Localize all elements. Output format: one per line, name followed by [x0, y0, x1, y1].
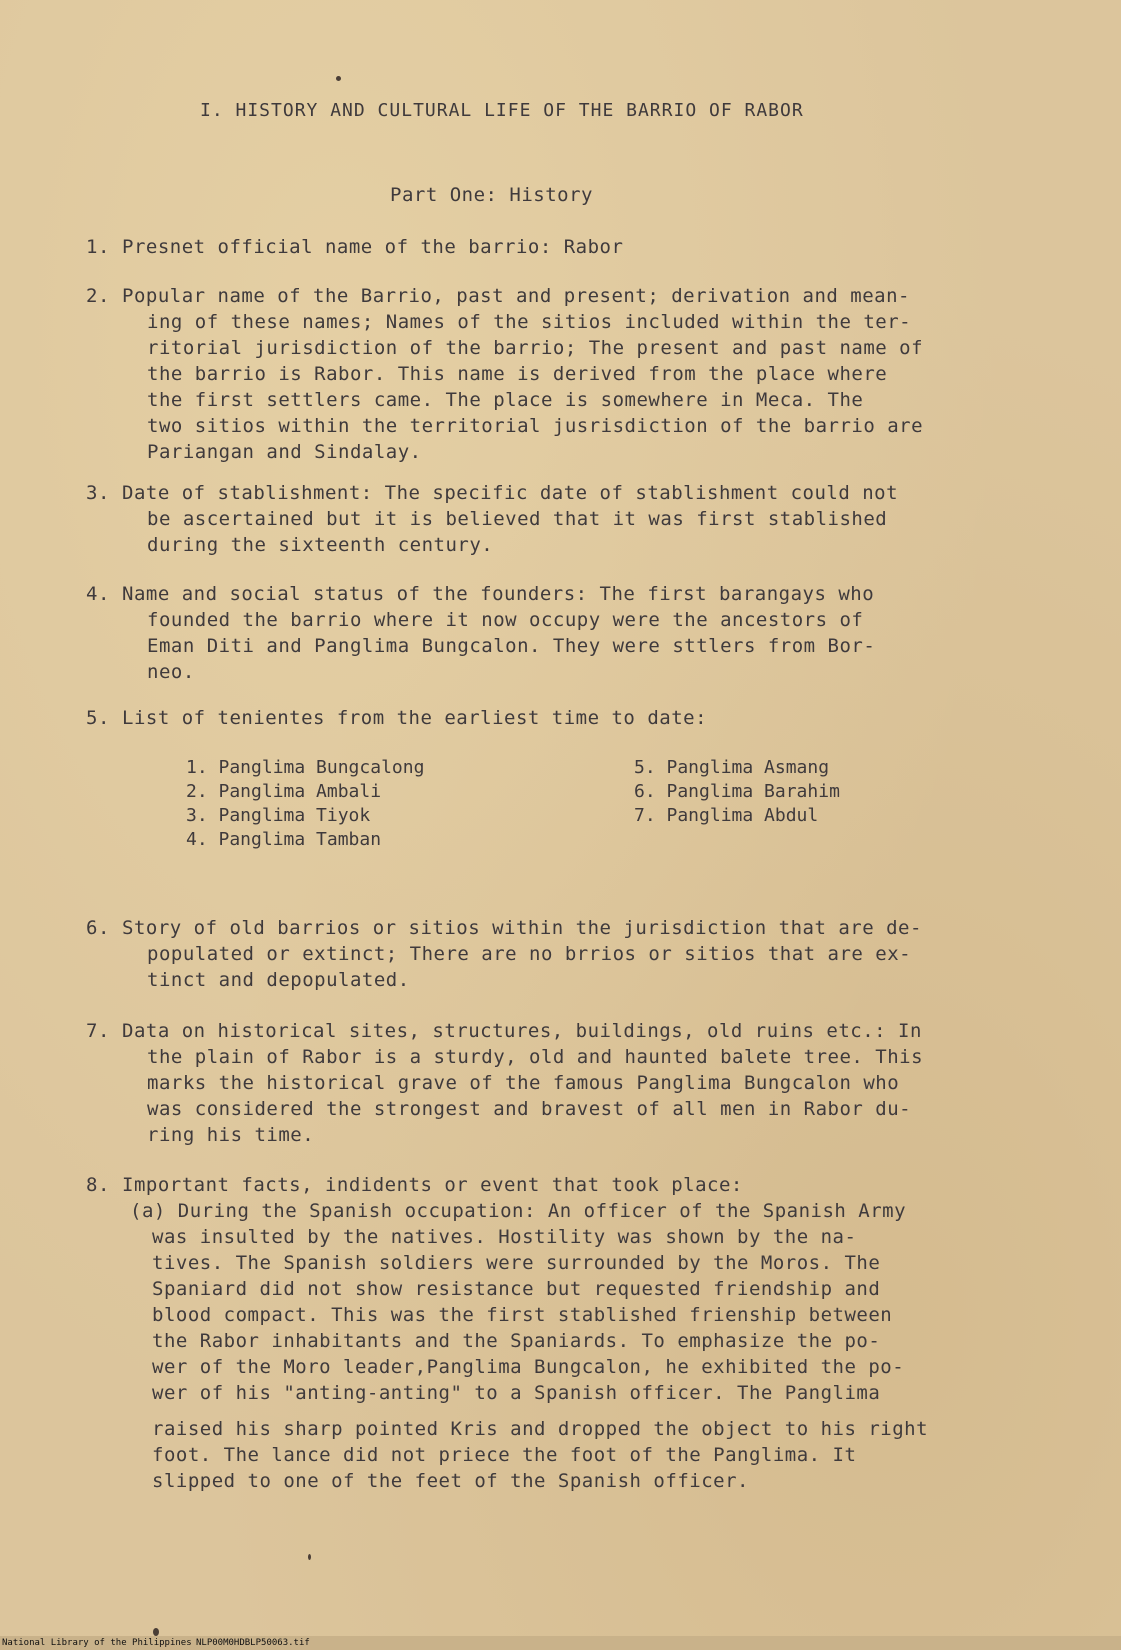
- archive-footer: [0, 1636, 1121, 1650]
- item-line: neo.: [147, 661, 195, 683]
- item-number: 1.: [86, 236, 110, 258]
- ink-speck: [308, 1554, 311, 1560]
- teniente-entry: 1. Panglima Bungcalong: [186, 757, 425, 778]
- teniente-entry: 2. Panglima Ambali: [186, 781, 382, 802]
- document-title: I. HISTORY AND CULTURAL LIFE OF THE BARRIO OF RABOR: [200, 100, 804, 121]
- item-line: wer of his "anting-anting" to a Spanish officer. The Panglima: [152, 1382, 881, 1404]
- item-8a: [130, 1198, 928, 1494]
- item-line: ritorial jurisdiction of the barrio; The present and past name of: [147, 337, 924, 359]
- item-line: Presnet official name of the barrio: Rabor: [122, 236, 624, 258]
- teniente-entry: 5. Panglima Asmang: [634, 757, 830, 778]
- footer-library-label: National Library of the Philippines: [2, 1638, 192, 1648]
- item-line: founded the barrio where it now occupy were the ancestors of: [147, 609, 864, 631]
- item-number: 5.: [86, 707, 110, 729]
- item-number: 8.: [86, 1174, 110, 1196]
- footer-file-label: NLP00M0HDBLP50063.tif: [196, 1638, 310, 1648]
- item-line: Spaniard did not show resistance but requested friendship and: [152, 1278, 881, 1300]
- teniente-entry: 7. Panglima Abdul: [634, 805, 819, 826]
- item-line: Eman Diti and Panglima Bungcalon. They were sttlers from Bor-: [147, 635, 876, 657]
- item-line: slipped to one of the feet of the Spanish officer.: [152, 1470, 749, 1492]
- item-line: tives. The Spanish soldiers were surrounded by the Moros. The: [152, 1252, 881, 1274]
- item-number: 3.: [86, 482, 110, 504]
- item-line: two sitios within the territorial jusrisdiction of the barrio are: [147, 415, 924, 437]
- item-line: ring his time.: [147, 1124, 315, 1146]
- teniente-entry: 3. Panglima Tiyok: [186, 805, 371, 826]
- item-line: the plain of Rabor is a sturdy, old and haunted balete tree. This: [147, 1046, 924, 1068]
- part-heading: Part One: History: [390, 184, 593, 206]
- item-number: 4.: [86, 583, 110, 605]
- item-line: Data on historical sites, structures, buildings, old ruins etc.: In: [122, 1020, 922, 1042]
- item-line: Name and social status of the founders: The first barangays who: [122, 583, 875, 605]
- item-number: 2.: [86, 285, 110, 307]
- item-line: Important facts, indidents or event that took place:: [122, 1174, 743, 1196]
- item-line: was considered the strongest and bravest of all men in Rabor du-: [147, 1098, 912, 1120]
- teniente-entry: 4. Panglima Tamban: [186, 829, 382, 850]
- item-line: during the sixteenth century.: [147, 534, 494, 556]
- item-line: Story of old barrios or sitios within the jurisdiction that are de-: [122, 917, 922, 939]
- ink-speck: [153, 1628, 159, 1636]
- teniente-entry: 6. Panglima Barahim: [634, 781, 840, 802]
- item-line: be ascertained but it is believed that it was first stablished: [147, 508, 888, 530]
- item-line: List of tenientes from the earliest time to date:: [122, 707, 708, 729]
- item-number: 7.: [86, 1020, 110, 1042]
- item-line: ing of these names; Names of the sitios included within the ter-: [147, 311, 912, 333]
- item-line: the barrio is Rabor. This name is derived from the place where: [147, 363, 888, 385]
- item-line: blood compact. This was the first stablished frienship between: [152, 1304, 893, 1326]
- tenientes-list-left: [186, 756, 424, 852]
- item-line: (a) During the Spanish occupation: An officer of the Spanish Army: [130, 1200, 907, 1222]
- item-line: Popular name of the Barrio, past and present; derivation and mean-: [122, 285, 910, 307]
- item-line: marks the historical grave of the famous Panglima Bungcalon who: [147, 1072, 900, 1094]
- item-line: raised his sharp pointed Kris and dropped the object to his right: [152, 1418, 929, 1440]
- item-line: wer of the Moro leader,Panglima Bungcalon, he exhibited the po-: [152, 1356, 905, 1378]
- ink-speck: [336, 76, 341, 81]
- item-line: was insulted by the natives. Hostility was shown by the na-: [152, 1226, 857, 1248]
- tenientes-list-right: [634, 756, 840, 828]
- item-line: tinct and depopulated.: [147, 969, 410, 991]
- item-line: Date of stablishment: The specific date of stablishment could not: [122, 482, 899, 504]
- item-number: 6.: [86, 917, 110, 939]
- item-line: Pariangan and Sindalay.: [147, 441, 422, 463]
- item-line: the first settlers came. The place is somewhere in Meca. The: [147, 389, 864, 411]
- item-line: populated or extinct; There are no brrios or sitios that are ex-: [147, 943, 912, 965]
- item-line: foot. The lance did not priece the foot of the Panglima. It: [152, 1444, 857, 1466]
- item-line: the Rabor inhabitants and the Spaniards. To emphasize the po-: [152, 1330, 881, 1352]
